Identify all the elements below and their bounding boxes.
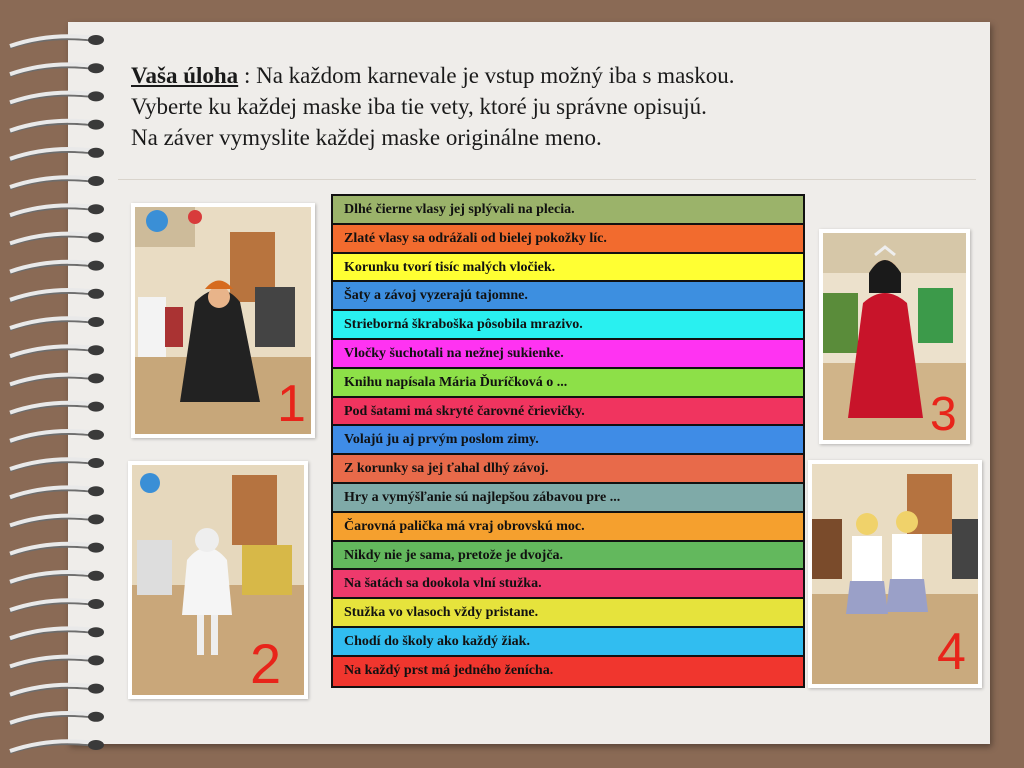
sentence-row[interactable]: Pod šatami má skryté čarovné črievičky. bbox=[333, 398, 803, 427]
spiral-coil bbox=[10, 740, 104, 753]
photo-2-number: 2 bbox=[250, 632, 282, 695]
sentence-row[interactable]: Vločky šuchotali na nežnej sukienke. bbox=[333, 340, 803, 369]
sentence-row[interactable]: Volajú ju aj prvým poslom zimy. bbox=[333, 426, 803, 455]
spiral-coil bbox=[10, 373, 104, 386]
costume-photo-4 bbox=[808, 460, 982, 688]
spiral-coil bbox=[10, 486, 104, 499]
sentence-row[interactable]: Stužka vo vlasoch vždy pristane. bbox=[333, 599, 803, 628]
costume-photo-1 bbox=[131, 203, 315, 438]
spiral-coil bbox=[10, 684, 104, 697]
spiral-coil bbox=[10, 289, 104, 302]
sentence-row[interactable]: Čarovná palička má vraj obrovskú moc. bbox=[333, 513, 803, 542]
spiral-coil bbox=[10, 232, 104, 245]
task-line-1-rest: : Na každom karnevale je vstup možný iba s maskou. bbox=[238, 63, 735, 88]
task-line-3: Na záver vymyslite každej maske originálne meno. bbox=[131, 125, 602, 150]
photo-3-number: 3 bbox=[930, 388, 957, 440]
spiral-coil bbox=[10, 176, 104, 189]
spiral-coil bbox=[10, 627, 104, 640]
spiral-coil bbox=[10, 402, 104, 415]
sentence-row[interactable]: Strieborná škraboška pôsobila mrazivo. bbox=[333, 311, 803, 340]
spiral-coil bbox=[10, 430, 104, 443]
divider-line bbox=[118, 179, 976, 180]
photo-4-number: 4 bbox=[937, 623, 966, 681]
spiral-coil bbox=[10, 120, 104, 133]
costume-photo-3 bbox=[819, 229, 970, 444]
spiral-coil bbox=[10, 317, 104, 330]
sentence-row[interactable]: Hry a vymýšľanie sú najlepšou zábavou pre ... bbox=[333, 484, 803, 513]
sentence-row[interactable]: Dlhé čierne vlasy jej splývali na plecia. bbox=[333, 196, 803, 225]
spiral-coil bbox=[10, 148, 104, 161]
spiral-coil bbox=[10, 543, 104, 556]
sentence-row[interactable]: Na šatách sa dookola vlní stužka. bbox=[333, 570, 803, 599]
spiral-coil bbox=[10, 599, 104, 612]
spiral-coil bbox=[10, 458, 104, 471]
task-text bbox=[131, 60, 951, 153]
spiral-coil bbox=[10, 514, 104, 527]
spiral-coil bbox=[10, 35, 104, 48]
spiral-coil bbox=[10, 261, 104, 274]
task-lead: Vaša úloha bbox=[131, 63, 239, 88]
sentence-row[interactable]: Z korunky sa jej ťahal dlhý závoj. bbox=[333, 455, 803, 484]
spiral-coil bbox=[10, 204, 104, 217]
spiral-coil bbox=[10, 712, 104, 725]
spiral-coil bbox=[10, 571, 104, 584]
spiral-binding bbox=[0, 0, 120, 768]
sentence-row[interactable]: Knihu napísala Mária Ďuríčková o ... bbox=[333, 369, 803, 398]
sentence-row[interactable]: Nikdy nie je sama, pretože je dvojča. bbox=[333, 542, 803, 571]
sentence-row[interactable]: Na každý prst má jedného ženícha. bbox=[333, 657, 803, 686]
spiral-coil bbox=[10, 63, 104, 76]
spiral-coil bbox=[10, 655, 104, 668]
sentence-row[interactable]: Chodí do školy ako každý žiak. bbox=[333, 628, 803, 657]
spiral-coil bbox=[10, 91, 104, 104]
sentence-row[interactable]: Korunku tvorí tisíc malých vločiek. bbox=[333, 254, 803, 283]
sentence-table bbox=[331, 194, 805, 688]
photo-1-number: 1 bbox=[277, 375, 306, 433]
task-line-2: Vyberte ku každej maske iba tie vety, ktoré ju správne opisujú. bbox=[131, 94, 707, 119]
spiral-coil bbox=[10, 345, 104, 358]
costume-photo-2 bbox=[128, 461, 308, 699]
sentence-row[interactable]: Zlaté vlasy sa odrážali od bielej pokožky líc. bbox=[333, 225, 803, 254]
sentence-row[interactable]: Šaty a závoj vyzerajú tajomne. bbox=[333, 282, 803, 311]
task-line-1 bbox=[131, 60, 951, 91]
